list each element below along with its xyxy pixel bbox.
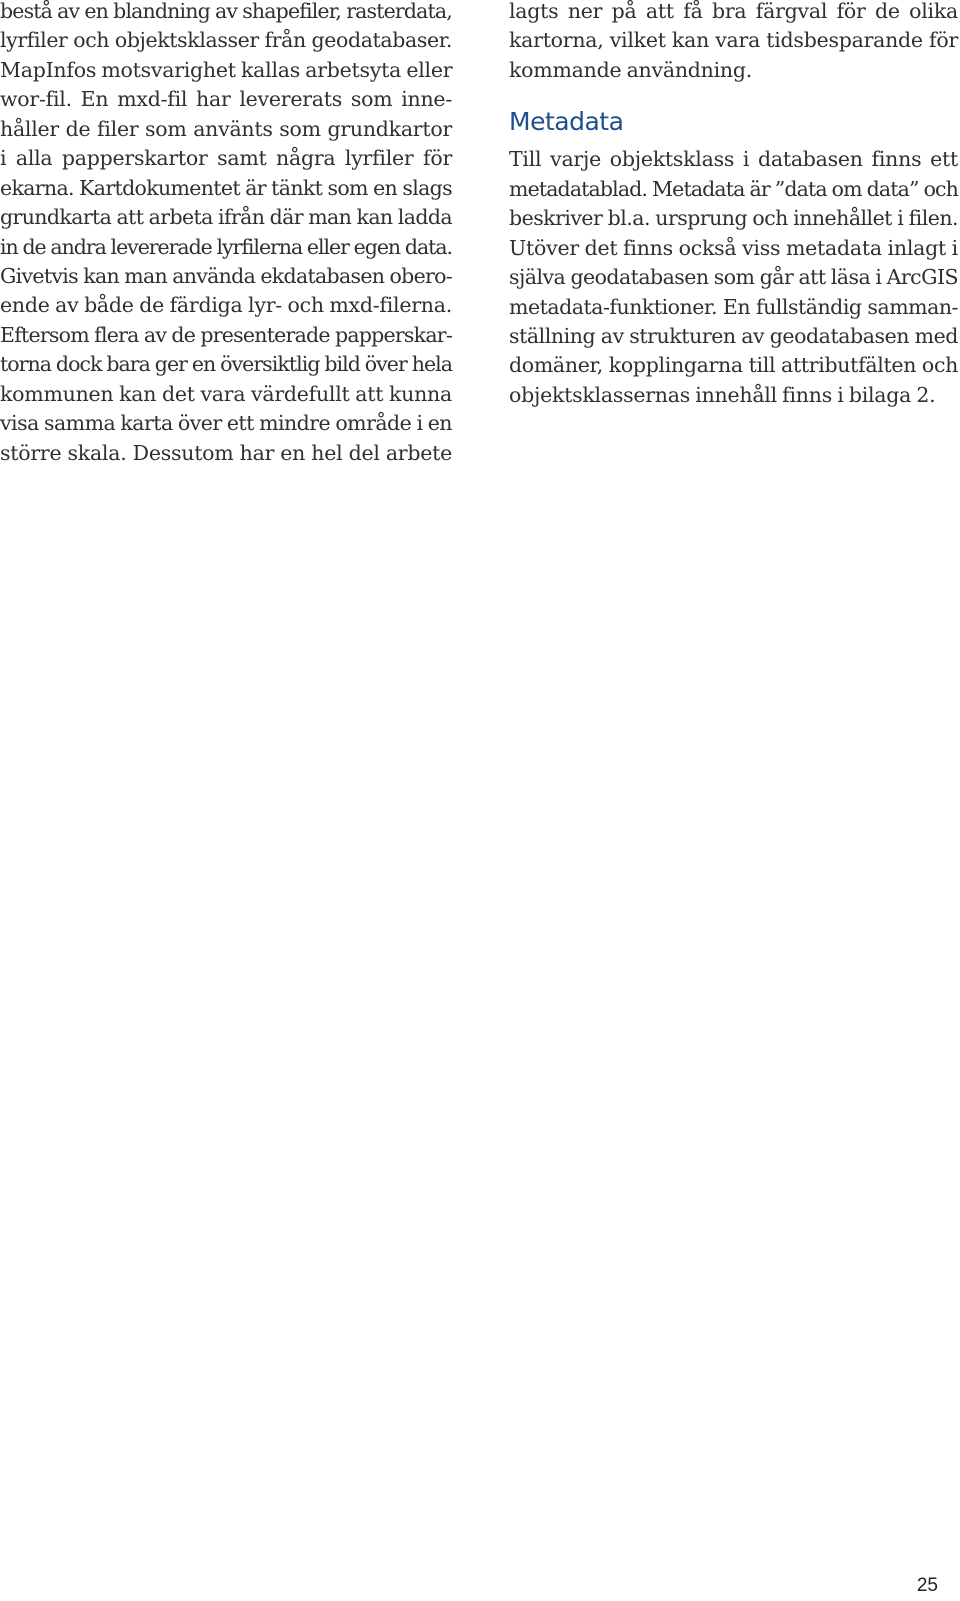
body-text-line: grundkarta att arbeta ifrån där man kan ladda <box>0 205 452 230</box>
right-text-column <box>509 0 958 410</box>
body-text-line: Givetvis kan man använda ekdatabasen obero- <box>0 263 452 288</box>
body-text-line: större skala. Dessutom har en hel del arbete <box>0 440 452 465</box>
body-text-line: wor-fil. En mxd-fil har levererats som inne- <box>0 87 452 112</box>
body-text-line: ende av både de färdiga lyr- och mxd-filerna. <box>0 293 452 318</box>
body-text-line: håller de filer som använts som grundkartor <box>0 116 452 141</box>
body-text-line: Eftersom flera av de presenterade papperskar- <box>0 322 452 347</box>
body-text-line: själva geodatabasen som går att läsa i ArcGIS <box>509 265 958 290</box>
body-text-line: torna dock bara ger en översiktlig bild över hela <box>0 352 452 377</box>
body-text-line: objektsklassernas innehåll finns i bilaga 2. <box>509 382 936 407</box>
section-heading-metadata: Metadata <box>509 107 624 137</box>
body-text-line: Utöver det finns också viss metadata inlagt i <box>509 235 958 260</box>
metadata-paragraph <box>509 145 958 410</box>
body-text-line: bestå av en blandning av shapefiler, rasterdata, <box>0 0 452 23</box>
body-text-line: visa samma karta över ett mindre område i en <box>0 411 452 436</box>
body-text-line: i alla papperskartor samt några lyrfiler för <box>0 146 452 171</box>
intro-text-line: lagts ner på att få bra färgval för de olika <box>509 0 958 23</box>
body-text-line: MapInfos motsvarighet kallas arbetsyta eller <box>0 57 453 82</box>
body-text-line: domäner, kopplingarna till attributfälten och <box>509 353 958 378</box>
body-text-line: ställning av strukturen av geodatabasen med <box>509 323 958 348</box>
body-text-line: metadata-funktioner. En fullständig samman- <box>509 294 958 319</box>
page-number: 25 <box>916 1575 938 1596</box>
body-text-line: metadatablad. Metadata är ”data om data” och <box>509 176 958 201</box>
body-text-line: beskriver bl.a. ursprung och innehållet i filen. <box>509 206 958 231</box>
body-text-line: lyrfiler och objektsklasser från geodatabaser. <box>0 28 452 53</box>
left-text-column <box>0 0 452 468</box>
intro-text-line: kartorna, vilket kan vara tidsbesparande för <box>509 28 958 53</box>
body-text-line: Till varje objektsklass i databasen finns ett <box>509 147 958 172</box>
body-text-line: kommunen kan det vara värdefullt att kunna <box>0 381 452 406</box>
body-text-line: ekarna. Kartdokumentet är tänkt som en slags <box>0 175 452 200</box>
body-text-line: in de andra levererade lyrfilerna eller egen data. <box>0 234 452 259</box>
intro-text-line: kommande användning. <box>509 57 752 82</box>
